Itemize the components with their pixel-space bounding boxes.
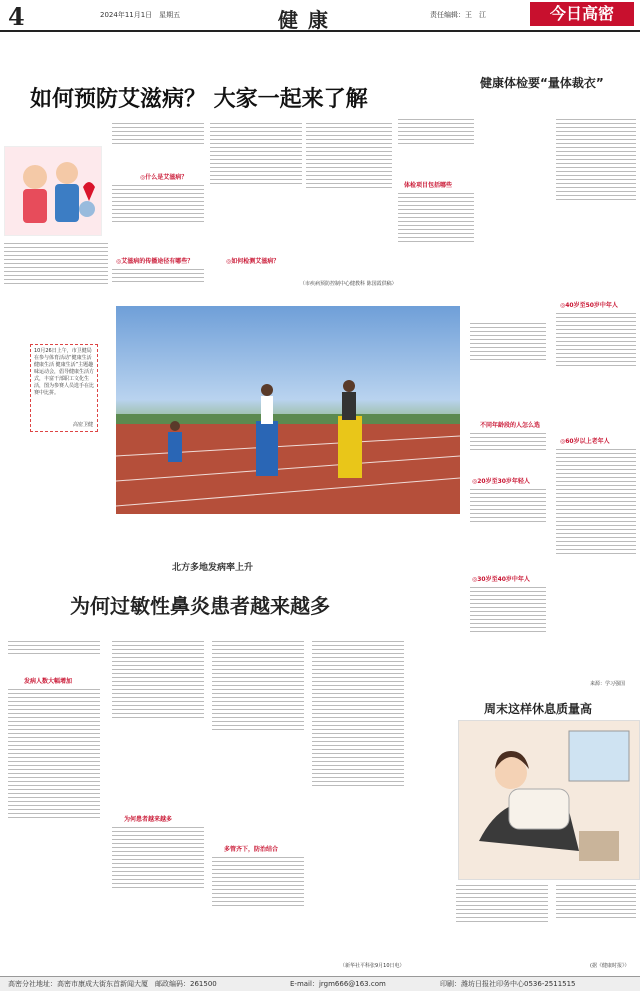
editor-credit: 责任编辑：王 江 [430, 11, 486, 19]
issue-date: 2024年11月1日 星期五 [100, 11, 181, 19]
article-rhinitis-col2a [112, 638, 204, 808]
aids-credit: （市疾病预防控制中心健教科 陈国霞供稿） [300, 281, 397, 287]
photo-caption-box [30, 344, 98, 432]
checkup-sub-40-50: ◎40岁至50岁中年人 [560, 302, 618, 309]
aids-sub-testing: ◎如何检测艾滋病？ [226, 258, 280, 265]
article-aids-title: 如何预防艾滋病？ 大家一起来了解 [30, 87, 368, 112]
article-aids-col3 [210, 120, 302, 250]
rhinitis-sub-prevention: 多管齐下，防治结合 [224, 846, 279, 853]
article-rhinitis-kicker: 北方多地发病率上升 [172, 563, 254, 573]
checkup-sub-items: 体检项目包括哪些 [404, 182, 453, 189]
article-checkup-col1b [398, 190, 474, 300]
article-aids-col2b [112, 182, 204, 252]
photo-caption: 10月26日上午，市卫健局在参与体育活动“健康生活 健康生活 健康生活”主题趣味运动会，倡导健康生活方式，丰富干部职工文化生活，图为参赛人员选手在比赛中比拼。 [34, 348, 95, 396]
checkup-sub-30-40: ◎30岁至40岁中年人 [472, 576, 530, 583]
checkup-sub-age: 不同年龄段的人怎么选 [480, 422, 541, 429]
rhinitis-sub-cases: 发病人数大幅增加 [24, 678, 73, 685]
newspaper-logo: 今日高密 [530, 2, 634, 26]
article-aids-col4 [306, 120, 392, 260]
aids-sub-what: ◎什么是艾滋病？ [140, 174, 188, 181]
rhinitis-credit: （新华社平科张9月10日电） [340, 963, 405, 969]
article-checkup-col1f [470, 584, 546, 684]
article-rhinitis-col1a [8, 638, 100, 668]
article-aids-col2c [112, 266, 204, 300]
article-checkup-col2b [556, 310, 636, 430]
article-weekend-col1 [456, 882, 548, 968]
page-footer [0, 976, 640, 991]
checkup-credit: 来源：学习强国 [590, 681, 626, 687]
article-rhinitis-col4 [312, 638, 404, 958]
article-checkup-col1c [470, 320, 546, 408]
checkup-sub-20-30: ◎20岁至30岁年轻人 [472, 478, 530, 485]
article-checkup-col2c [556, 446, 636, 676]
article-checkup-col1a [398, 116, 474, 176]
sack-race-photo [116, 306, 460, 514]
page-number: 4 [8, 2, 25, 31]
resting-woman-illustration [458, 720, 640, 880]
footer-email: E-mail：jrgm666@163.com [290, 980, 386, 988]
aids-sub-transmission: ◎艾滋病的传播途径有哪些？ [116, 258, 194, 265]
rhinitis-sub-why: 为何患者越来越多 [124, 816, 173, 823]
footer-address: 高密分社地址：高密市康成大街东首新闻大厦 邮政编码：261500 [8, 980, 217, 988]
page-header [0, 0, 640, 32]
article-rhinitis-col2b [112, 824, 204, 964]
article-aids-col2a [112, 120, 204, 170]
article-rhinitis-col1b [8, 686, 100, 966]
article-weekend-title: 周末这样休息质量高 [484, 702, 593, 716]
article-checkup-col1e [470, 486, 546, 566]
article-rhinitis-title: 为何过敏性鼻炎患者越来越多 [70, 594, 330, 618]
article-weekend-col2 [556, 882, 636, 958]
article-checkup-title: 健康体检要“量体裁衣” [480, 76, 604, 90]
aids-illustration [4, 146, 102, 236]
article-checkup-col1d [470, 430, 546, 470]
footer-print: 印刷：潍坊日报社印务中心0536-2511515 [440, 980, 576, 988]
photo-credit: 高密卫健 [72, 422, 93, 428]
section-title: 健康 [278, 8, 338, 32]
article-rhinitis-col3b [212, 854, 304, 964]
article-rhinitis-col3a [212, 638, 304, 838]
checkup-sub-60plus: ◎60岁以上老年人 [560, 438, 610, 445]
article-checkup-col2a [556, 116, 636, 296]
article-aids-col1 [4, 240, 108, 298]
weekend-credit: (据《健康时报》） [590, 963, 630, 969]
